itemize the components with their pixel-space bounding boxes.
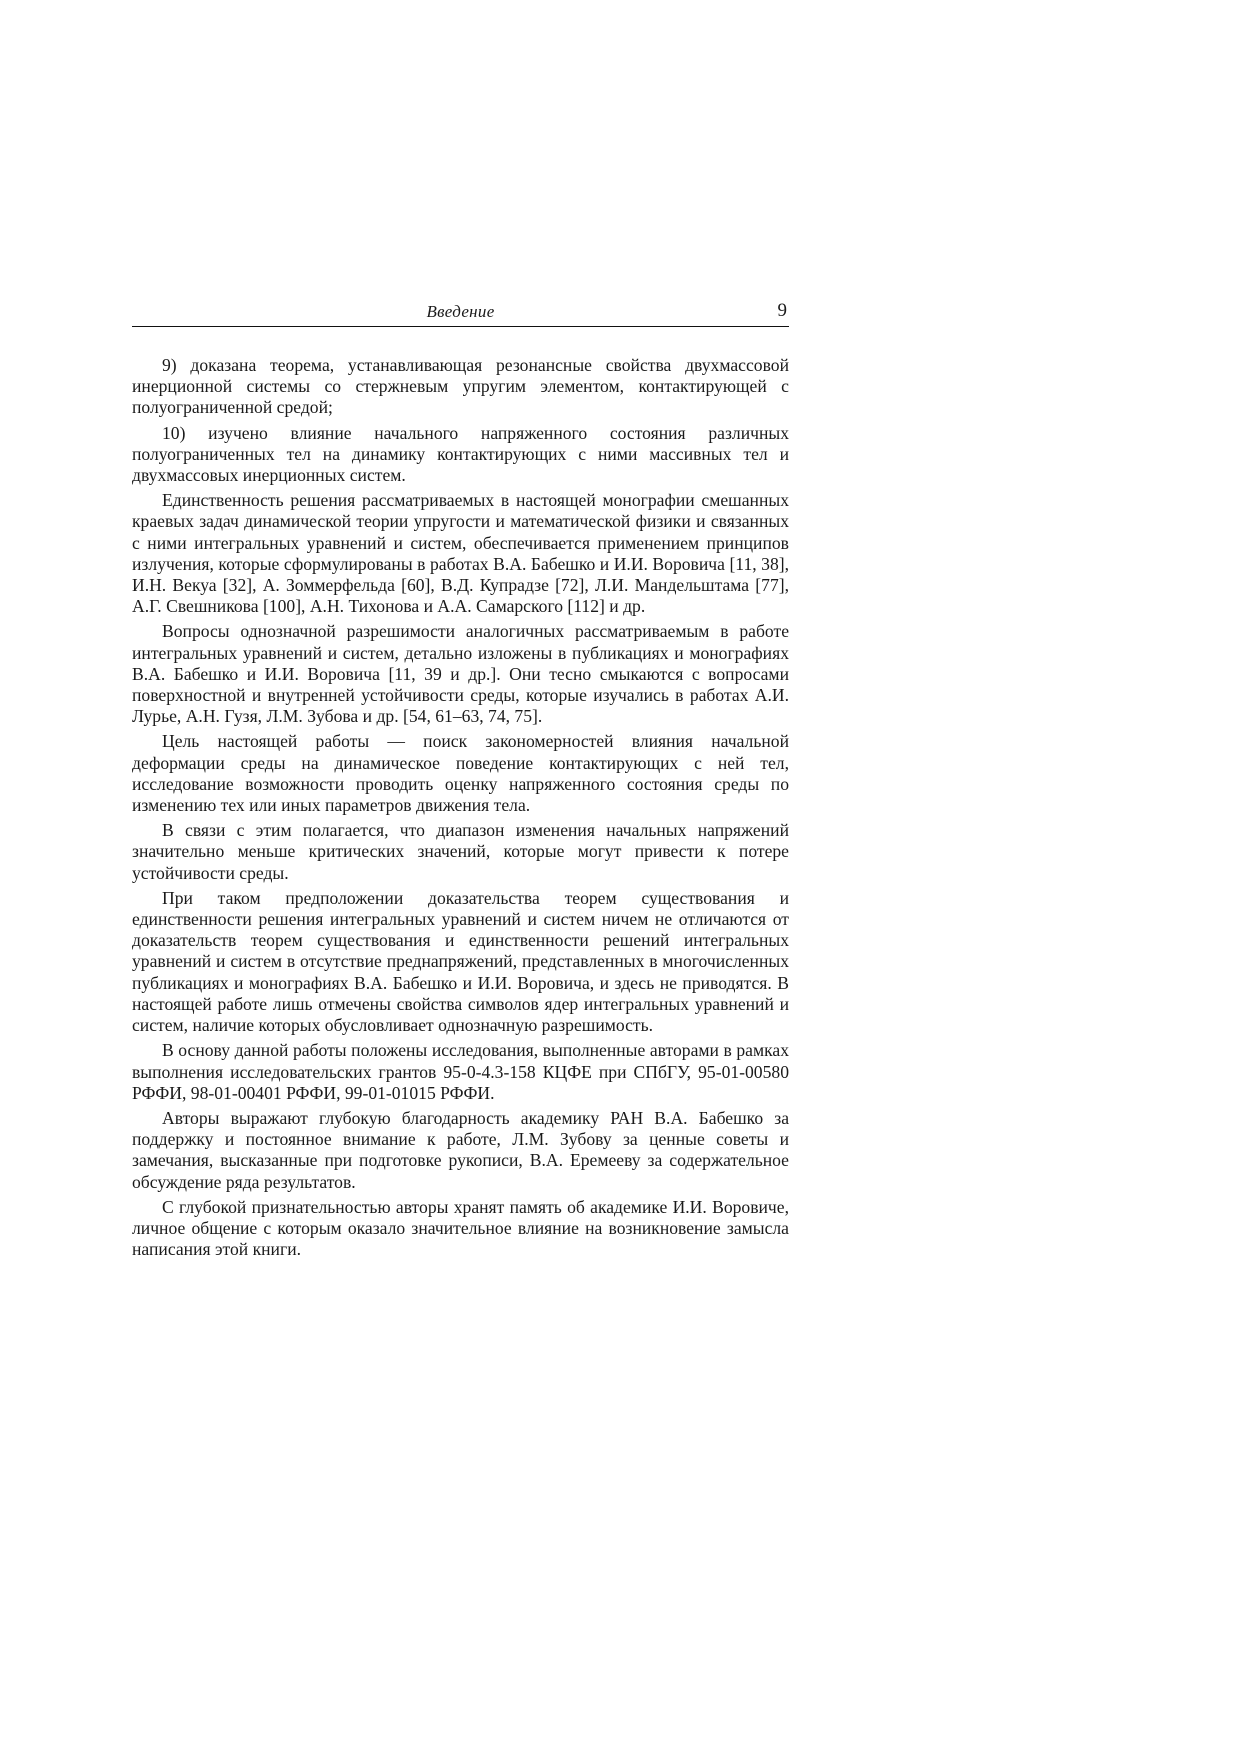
paragraph-acknowledgements: Авторы выражают глубокую благодарность академику РАН В.А. Бабешко за поддержку и постоянное внимание к работе, Л.М. Зубову за ценные советы и замечания, высказанные при подготовке рукописи, В.А. Еремееву за содержательное обсуждение ряда результатов.	[132, 1107, 789, 1192]
paragraph-assumption: При таком предположении доказательства теорем существования и единственности решения интегральных уравнений и систем ничем не отличаются от доказательств теорем существования и единственности решений интегральных уравнений и систем в отсутствие преднапряжений, представленных в многочисленных публикациях и монографиях В.А. Бабешко и И.И. Воровича, и здесь не приводятся. В настоящей работе лишь отмечены свойства символов ядер интегральных уравнений и систем, наличие которых обусловливает однозначную разрешимость.	[132, 887, 789, 1036]
running-title: Введение	[426, 302, 495, 321]
running-head	[132, 300, 789, 327]
body-text	[132, 355, 789, 1260]
book-page	[132, 300, 789, 1264]
paragraph-solvability: Вопросы однозначной разрешимости аналогичных рассматриваемым в работе интегральных уравнений и систем, детально изложены в публикациях и монографиях В.А. Бабешко и И.И. Воровича [11, 39 и др.]. Они тесно смыкаются с вопросами поверхностной и внутренней устойчивости среды, которые изучались в работах А.И. Лурье, А.Н. Гузя, Л.М. Зубова и др. [54, 61–63, 74, 75].	[132, 621, 789, 727]
paragraph-goal: Цель настоящей работы — поиск закономерностей влияния начальной деформации среды на динамическое поведение контактирующих с ней тел, исследование возможности проводить оценку напряженного состояния среды по изменению тех или иных параметров движения тела.	[132, 731, 789, 816]
paragraph-item-10: 10) изучено влияние начального напряженного состояния различных полуограниченных тел на динамику контактирующих с ними массивных тел и двухмассовых инерционных систем.	[132, 422, 789, 486]
paragraph-item-9: 9) доказана теорема, устанавливающая резонансные свойства двухмассовой инерционной системы со стержневым упругим элементом, контактирующей с полуограниченной средой;	[132, 355, 789, 418]
paragraph-grants: В основу данной работы положены исследования, выполненные авторами в рамках выполнения исследовательских грантов 95-0-4.3-158 КЦФЕ при СПбГУ, 95-01-00580 РФФИ, 98-01-00401 РФФИ, 99-01-01015 РФФИ.	[132, 1040, 789, 1103]
page-number: 9	[777, 300, 787, 321]
paragraph-uniqueness: Единственность решения рассматриваемых в настоящей монографии смешанных краевых задач динамической теории упругости и математической физики и связанных с ними интегральных уравнений и систем, обеспечивается применением принципов излучения, которые сформулированы в работах В.А. Бабешко и И.И. Воровича [11, 38], И.Н. Векуа [32], А. Зоммерфельда [60], В.Д. Купрадзе [72], Л.И. Мандельштама [77], А.Г. Свешникова [100], А.Н. Тихонова и А.А. Самарского [112] и др.	[132, 490, 789, 617]
paragraph-stress-range: В связи с этим полагается, что диапазон изменения начальных напряжений значительно меньше критических значений, которые могут привести к потере устойчивости среды.	[132, 820, 789, 883]
paragraph-memory: С глубокой признательностью авторы хранят память об академике И.И. Воровиче, личное общение с которым оказало значительное влияние на возникновение замысла написания этой книги.	[132, 1196, 789, 1260]
